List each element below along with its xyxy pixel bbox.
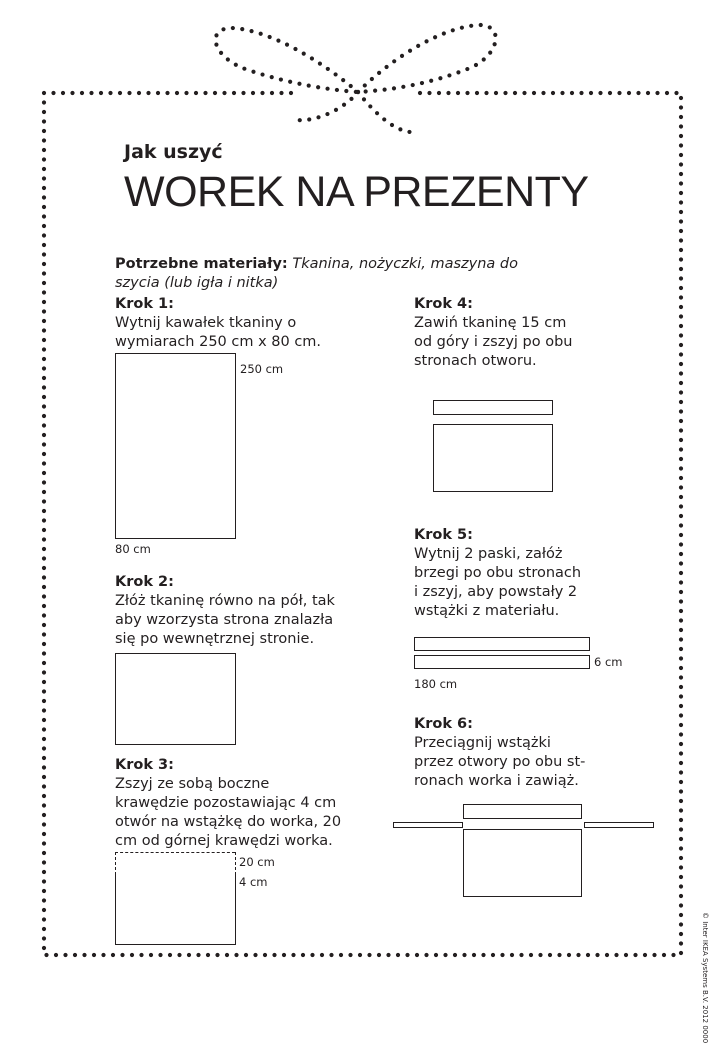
step-5-heading: Krok 5: — [414, 527, 473, 543]
materials-text-1: Tkanina, nożyczki, maszyna do — [292, 256, 518, 272]
step-1-line-2: wymiarach 250 cm x 80 cm. — [115, 334, 322, 350]
step-2-folded-fabric — [115, 653, 236, 745]
step-3-line-4: cm od górnej krawędzi worka. — [115, 833, 333, 849]
step-3-line-2: krawędzie pozostawiając 4 cm — [115, 795, 337, 811]
step-3-heading: Krok 3: — [115, 757, 174, 773]
materials-line-1 — [115, 255, 518, 275]
step-5-length-label: 180 cm — [414, 677, 458, 691]
step-4-line-3: stronach otworu. — [414, 353, 537, 369]
step-6-line-3: ronach worka i zawiąż. — [414, 773, 579, 789]
step-5-line-4: wstążki z materiału. — [414, 603, 560, 619]
step-3-gap-label: 4 cm — [239, 875, 268, 889]
step-6-heading: Krok 6: — [414, 716, 473, 732]
step-1-width-label: 80 cm — [115, 542, 151, 556]
step-5-width-label: 6 cm — [594, 655, 623, 669]
step-1-heading: Krok 1: — [115, 296, 174, 312]
step-6-line-2: przez otwory po obu st- — [414, 754, 586, 770]
step-4-line-1: Zawiń tkaninę 15 cm — [414, 315, 567, 331]
step-3-top-label: 20 cm — [239, 855, 275, 869]
materials-text-2: szycia (lub igła i nitka) — [115, 275, 279, 291]
step-3-line-3: otwór na wstążkę do worka, 20 — [115, 814, 342, 830]
step-6-line-1: Przeciągnij wstążki — [414, 735, 551, 751]
page-subtitle: Jak uszyć — [124, 141, 223, 163]
step-2-line-2: aby wzorzysta strona znalazła — [115, 612, 334, 628]
step-5-line-2: brzegi po obu stronach — [414, 565, 582, 581]
step-1-line-1: Wytnij kawałek tkaniny o — [115, 315, 297, 331]
step-1-fabric-rectangle — [115, 353, 236, 539]
step-5-line-1: Wytnij 2 paski, załóż — [414, 546, 563, 562]
step-2-heading: Krok 2: — [115, 574, 174, 590]
step-1-height-label: 250 cm — [240, 362, 284, 376]
materials-label: Potrzebne materiały: — [115, 256, 288, 272]
step-2-line-3: się po wewnętrznej stronie. — [115, 631, 315, 647]
copyright-note: © Inter IKEA Systems B.V. 2012 0000 — [701, 912, 709, 1043]
step-3-line-1: Zszyj ze sobą boczne — [115, 776, 270, 792]
step-5-line-3: i zszyj, aby powstały 2 — [414, 584, 578, 600]
page-title: WOREK NA PREZENTY — [124, 168, 589, 216]
step-4-line-2: od góry i zszyj po obu — [414, 334, 573, 350]
step-2-line-1: Złóż tkaninę równo na pół, tak — [115, 593, 335, 609]
step-4-heading: Krok 4: — [414, 296, 473, 312]
